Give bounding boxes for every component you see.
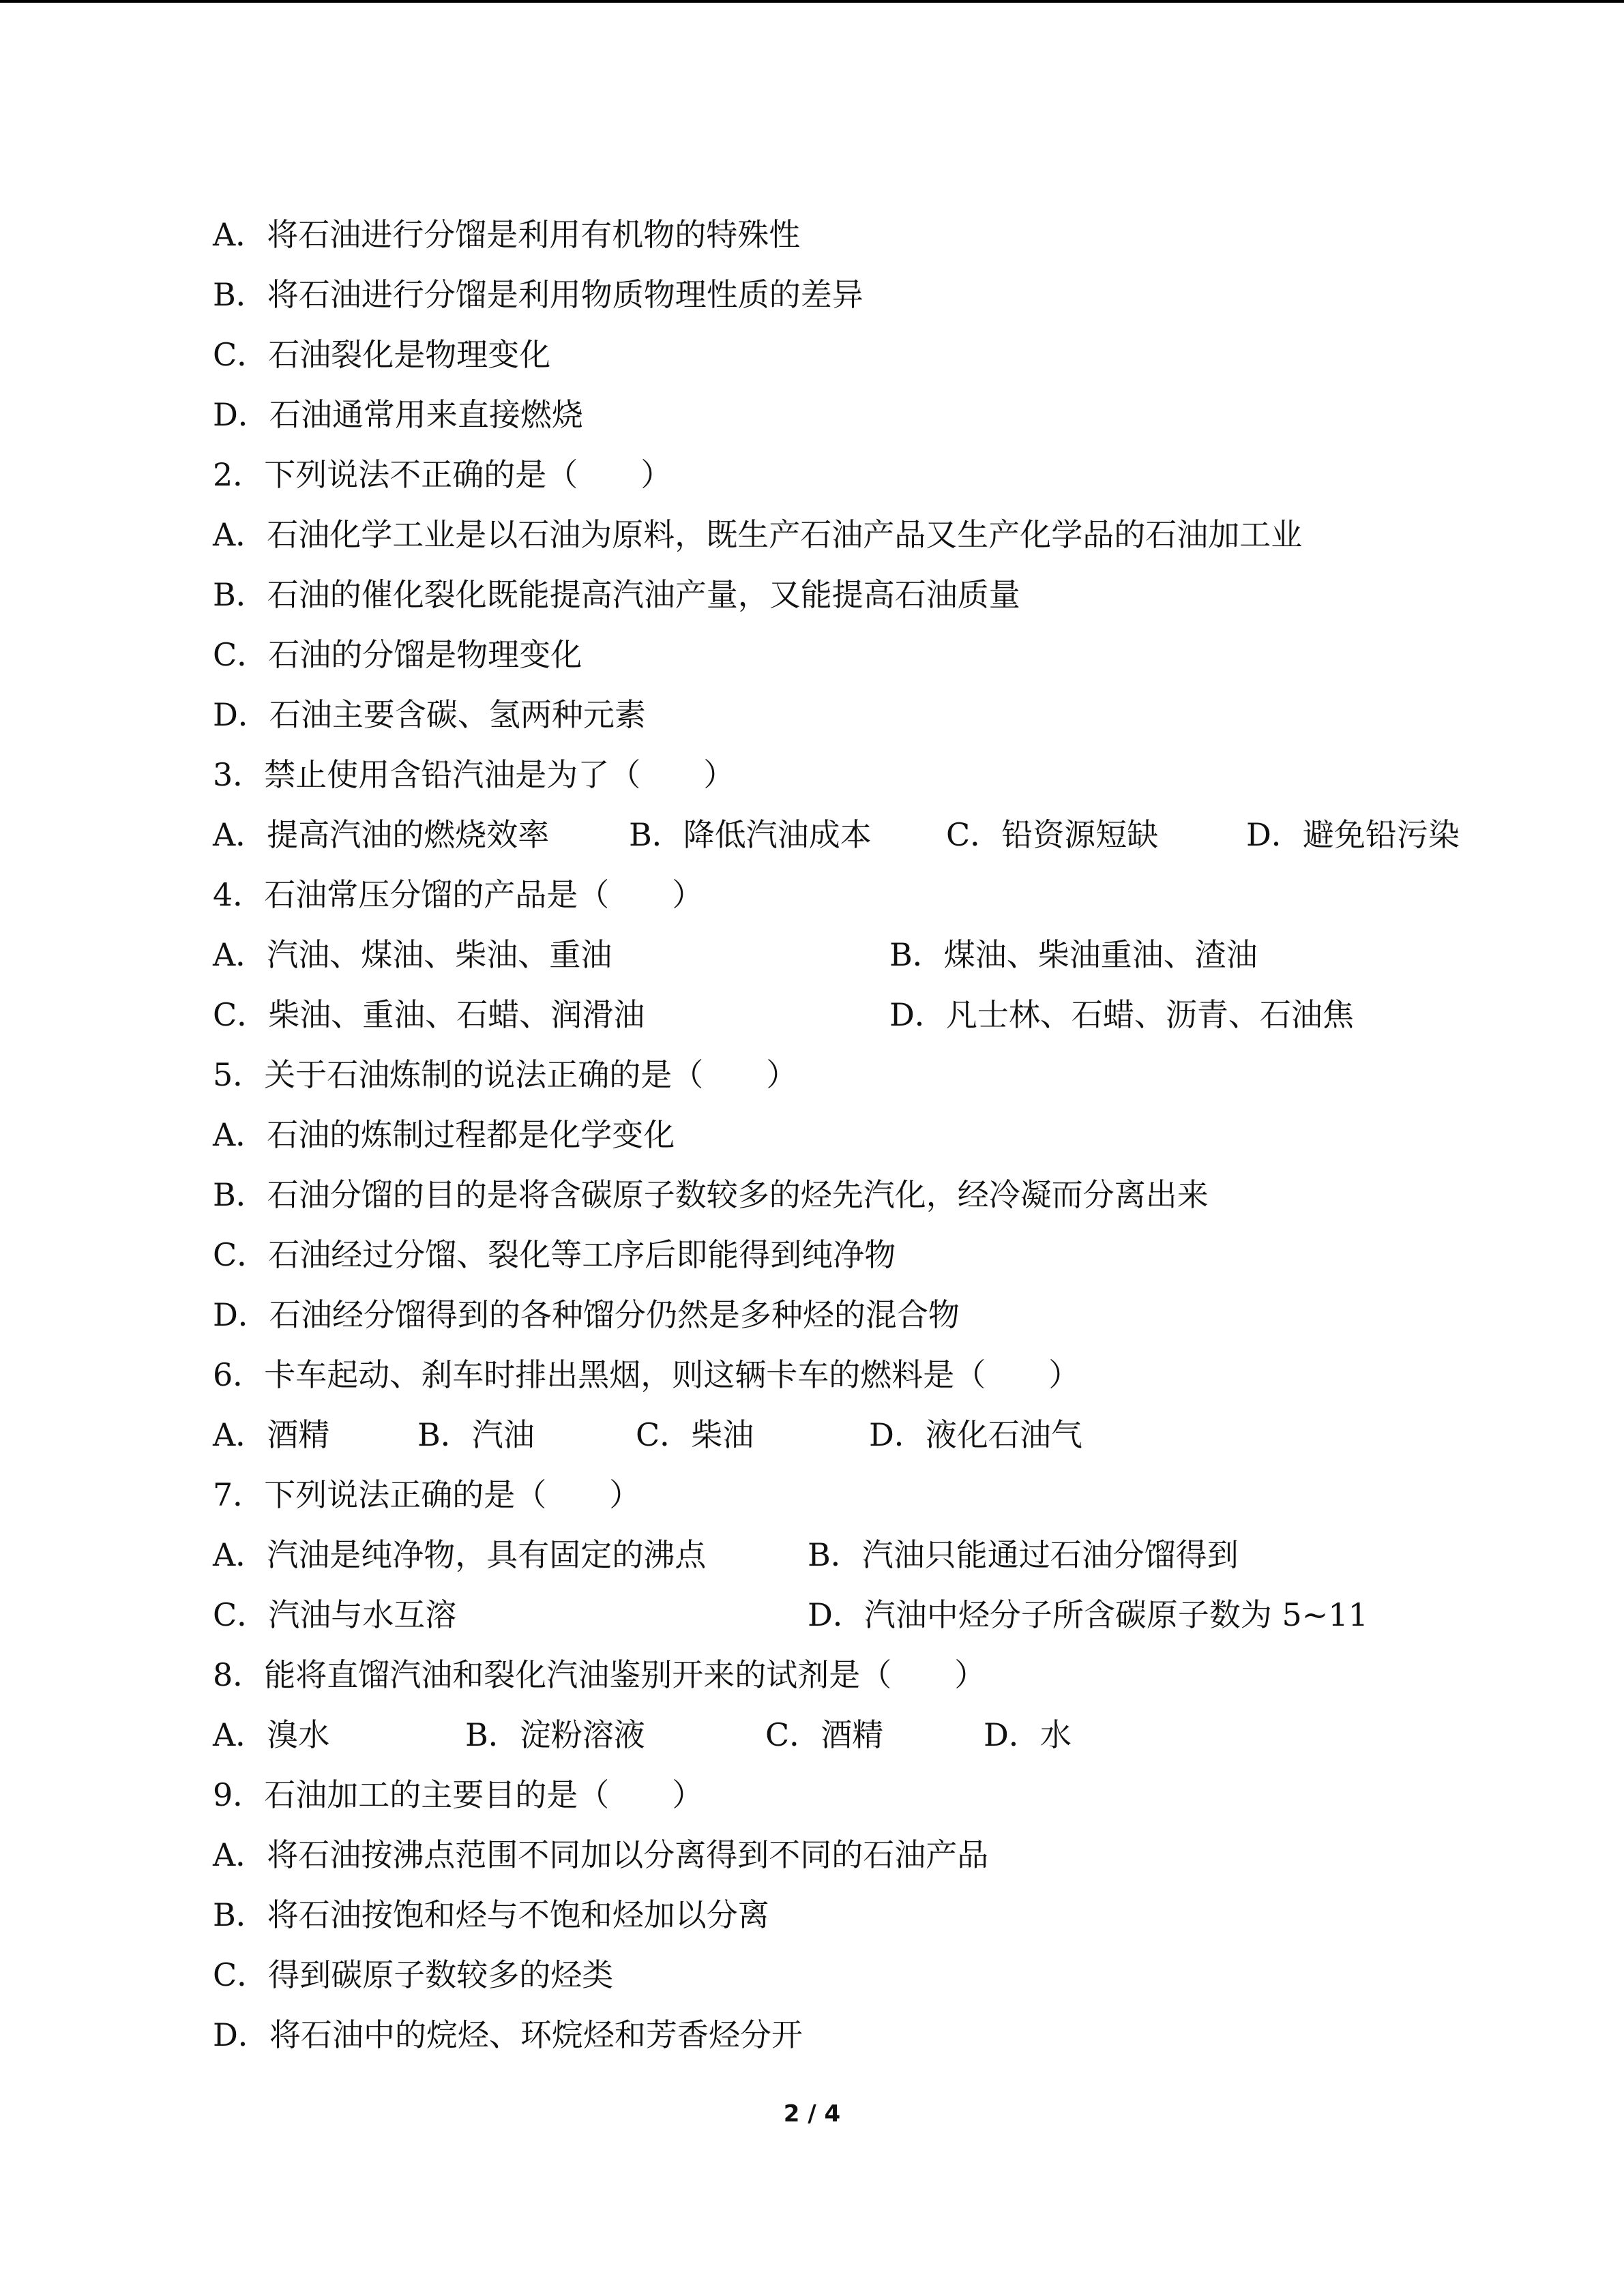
q2-option-d: D．石油主要含碳、氢两种元素 (213, 696, 646, 733)
q6-option-c: C．柴油 (636, 1416, 754, 1453)
q5-option-d: D．石油经分馏得到的各种馏分仍然是多种烃的混合物 (213, 1296, 960, 1333)
q4-stem: 4．石油常压分馏的产品是（ ） (213, 876, 704, 913)
q3-option-c: C．铅资源短缺 (946, 816, 1159, 853)
q8-option-a: A．溴水 (213, 1716, 330, 1753)
q5-stem: 5．关于石油炼制的说法正确的是（ ） (213, 1056, 798, 1093)
q5-option-c: C．石油经过分馏、裂化等工序后即能得到纯净物 (213, 1236, 896, 1273)
q4-options-row-2 (213, 993, 1509, 1053)
q8-option-d: D．水 (984, 1716, 1072, 1753)
q9-option-b: B．将石油按饱和烃与不饱和烃加以分离 (213, 1896, 769, 1933)
q3-option-b: B．降低汽油成本 (629, 816, 872, 853)
q8-stem: 8．能将直馏汽油和裂化汽油鉴别开来的试剂是（ ） (213, 1656, 986, 1693)
q2-option-c: C．石油的分馏是物理变化 (213, 636, 582, 673)
q7-option-a: A．汽油是纯净物，具有固定的沸点 (213, 1536, 707, 1573)
worksheet-body (213, 213, 1509, 2073)
q7-option-d: D．汽油中烃分子所含碳原子数为 5~11 (808, 1596, 1368, 1633)
q5-option-a: A．石油的炼制过程都是化学变化 (213, 1116, 675, 1153)
page-number: 2 / 4 (783, 2100, 841, 2128)
q3-option-a: A．提高汽油的燃烧效率 (213, 816, 550, 853)
q2-option-b: B．石油的催化裂化既能提高汽油产量，又能提高石油质量 (213, 576, 1020, 613)
q7-option-b: B．汽油只能通过石油分馏得到 (808, 1536, 1239, 1573)
q8-option-b: B．淀粉溶液 (465, 1716, 645, 1753)
q6-options-row (213, 1413, 1509, 1473)
q3-stem: 3．禁止使用含铅汽油是为了（ ） (213, 756, 735, 793)
q4-options-row-1 (213, 933, 1509, 993)
q6-option-a: A．酒精 (213, 1416, 330, 1453)
q8-options-row (213, 1713, 1509, 1773)
q6-option-d: D．液化石油气 (869, 1416, 1082, 1453)
q9-option-a: A．将石油按沸点范围不同加以分离得到不同的石油产品 (213, 1836, 989, 1873)
q2-stem: 2．下列说法不正确的是（ ） (213, 456, 673, 493)
q1-option-d: D．石油通常用来直接燃烧 (213, 396, 583, 433)
q4-option-c: C．柴油、重油、石蜡、润滑油 (213, 996, 645, 1033)
q2-option-a: A．石油化学工业是以石油为原料，既生产石油产品又生产化学品的石油加工业 (213, 516, 1303, 553)
q7-option-c: C．汽油与水互溶 (213, 1596, 457, 1633)
q7-options-row-1 (213, 1533, 1509, 1593)
top-border-rule (0, 0, 1624, 3)
q5-option-b: B．石油分馏的目的是将含碳原子数较多的烃先汽化，经冷凝而分离出来 (213, 1176, 1209, 1213)
q9-option-c: C．得到碳原子数较多的烃类 (213, 1956, 614, 1993)
q1-option-b: B．将石油进行分馏是利用物质物理性质的差异 (213, 276, 863, 313)
q4-option-b: B．煤油、柴油重油、渣油 (889, 936, 1258, 973)
q4-option-d: D．凡士林、石蜡、沥青、石油焦 (889, 996, 1354, 1033)
q7-stem: 7．下列说法正确的是（ ） (213, 1476, 641, 1513)
q9-stem: 9．石油加工的主要目的是（ ） (213, 1776, 704, 1813)
q3-options-row (213, 813, 1509, 873)
q6-stem: 6．卡车起动、刹车时排出黑烟，则这辆卡车的燃料是（ ） (213, 1356, 1080, 1393)
q9-option-d: D．将石油中的烷烃、环烷烃和芳香烃分开 (213, 2016, 803, 2053)
q1-option-c: C．石油裂化是物理变化 (213, 336, 551, 373)
q6-option-b: B．汽油 (417, 1416, 535, 1453)
q1-option-a: A．将石油进行分馏是利用有机物的特殊性 (213, 216, 801, 253)
q7-options-row-2 (213, 1593, 1509, 1653)
q4-option-a: A．汽油、煤油、柴油、重油 (213, 936, 612, 973)
q3-option-d: D．避免铅污染 (1246, 816, 1460, 853)
q8-option-c: C．酒精 (765, 1716, 884, 1753)
